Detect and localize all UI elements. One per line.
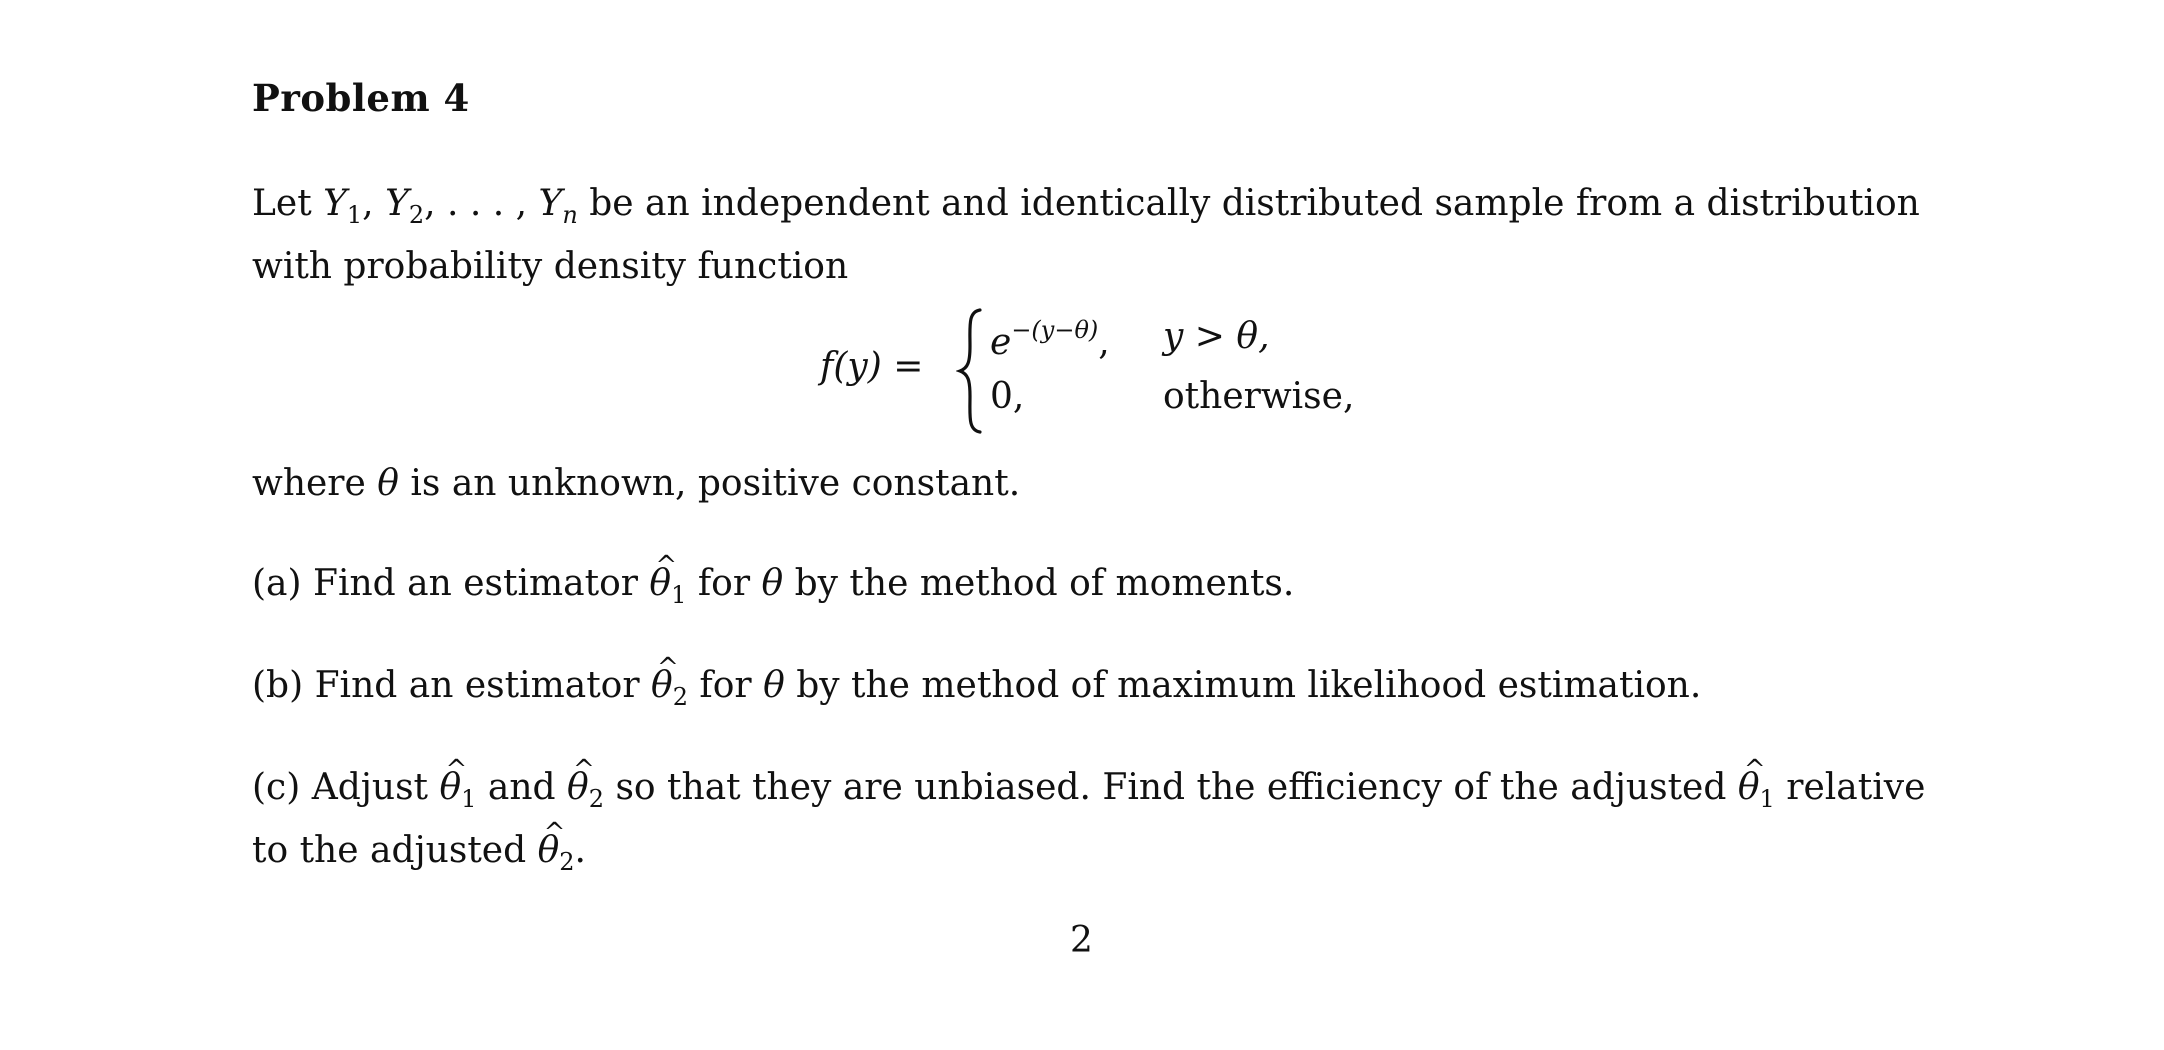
sample-variables: $Y_1$, $Y_2$, . . . , $Y_n$ <box>323 183 578 229</box>
case-1-expression: $e^{-(y-\theta)}$, <box>990 316 1110 363</box>
intro-line-1: Let $Y_1$, $Y_2$, . . . , $Y_n$ be an independent and identically distributed sample from a distribution <box>252 183 1920 229</box>
theta-hat-2: ^ θ <box>651 660 673 712</box>
case-2-expression: 0, <box>990 376 1025 417</box>
where-paragraph: where θ is an unknown, positive constant. <box>252 463 1021 504</box>
part-c-line-2: to the adjusted ^ $\theta_2$. <box>252 825 1912 888</box>
intro-line-2: with probability density function <box>252 246 849 287</box>
pdf-equation <box>820 300 1380 440</box>
part-c-line-1: (c) Adjust ^ $\theta_1$ and ^ $\theta_2$ so that they are unbiased. Find the efficiency of the adjusted ^ $\theta_1$ relative <box>252 762 1912 825</box>
intro-paragraph <box>252 178 1920 293</box>
case-1-condition: y > θ, <box>1163 316 1270 357</box>
theta-symbol: θ <box>377 463 399 504</box>
page-number: 2 <box>1070 920 1093 961</box>
equation-lhs: f(y) = <box>820 346 924 387</box>
part-c <box>252 762 1926 888</box>
left-brace-icon <box>956 306 984 436</box>
theta-hat-1: ^ θ <box>649 558 671 610</box>
part-a: (a) Find an estimator ^ $\theta_1$ for θ by the method of moments. <box>252 558 1912 621</box>
part-b: (b) Find an estimator ^ $\theta_2$ for θ by the method of maximum likelihood estimation. <box>252 660 1912 723</box>
problem-heading: Problem 4 <box>252 76 470 120</box>
case-2-condition: otherwise, <box>1163 376 1355 417</box>
